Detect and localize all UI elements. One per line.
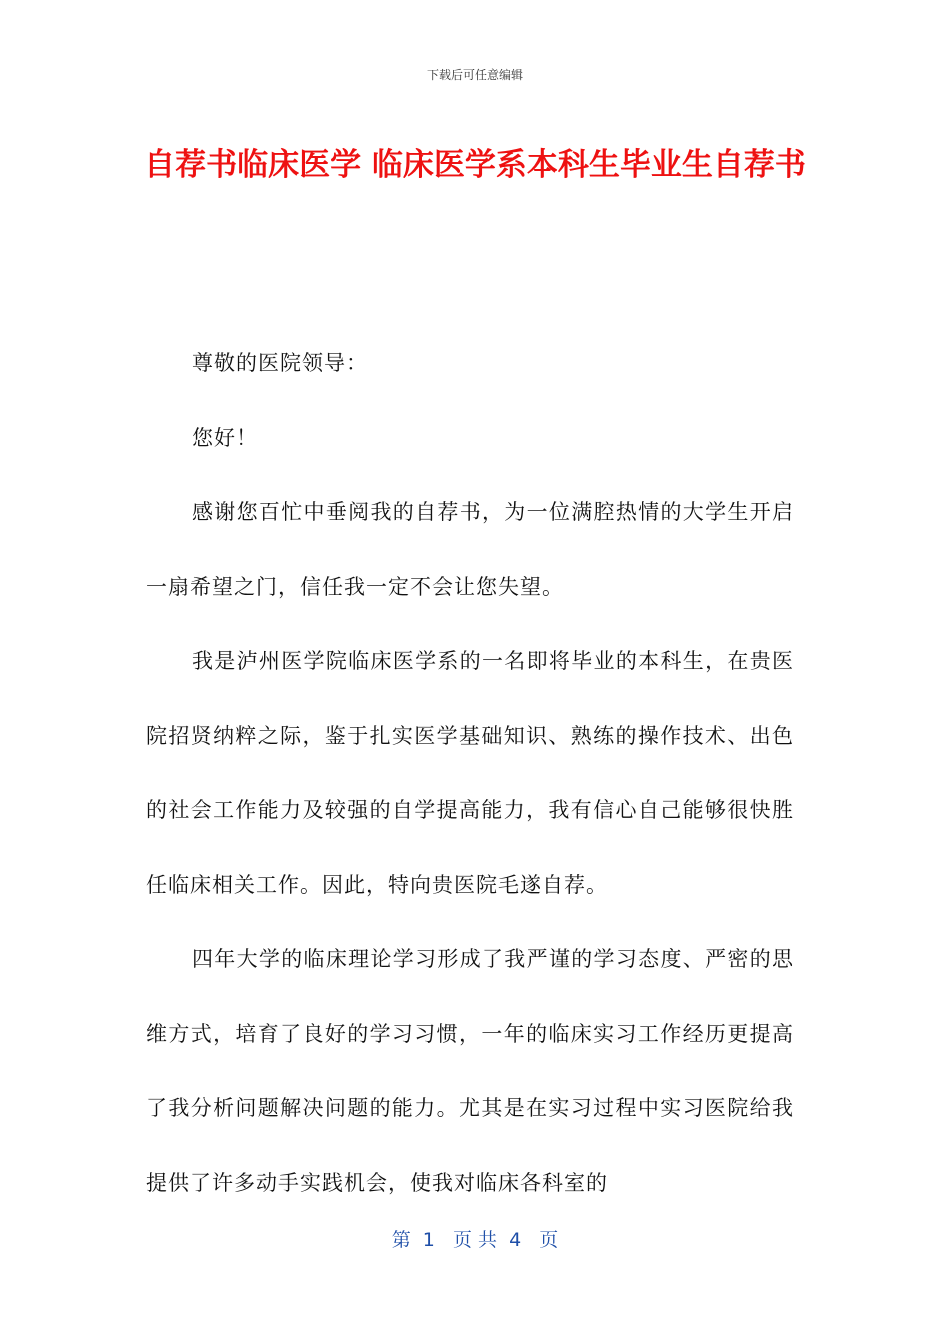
paragraph: 我是泸州医学院临床医学系的一名即将毕业的本科生，在贵医院招贤纳粹之际，鉴于扎实医学基础知识、熟练的操作技术、出色的社会工作能力及较强的自学提高能力，我有信心自己能够很快胜任临床相关工作。因此，特向贵医院毛遂自荐。 xyxy=(146,649,794,897)
salutation: 尊敬的医院领导： xyxy=(192,351,368,375)
document-body xyxy=(146,326,794,1220)
page-number: 第 1 页 共 4 页 xyxy=(391,1229,559,1251)
greeting: 您好！ xyxy=(192,425,258,450)
document-title: 自荐书临床医学 临床医学系本科生毕业生自荐书 xyxy=(144,147,806,183)
header-note: 下载后可任意编辑 xyxy=(426,68,523,82)
paragraph: 感谢您百忙中垂阅我的自荐书，为一位满腔热情的大学生开启一扇希望之门，信任我一定不会让您失望。 xyxy=(146,500,794,599)
paragraph: 四年大学的临床理论学习形成了我严谨的学习态度、严密的思维方式，培育了良好的学习习惯，一年的临床实习工作经历更提高了我分析问题解决问题的能力。尤其是在实习过程中实习医院给我提供了许多动手实践机会，使我对临床各科室的 xyxy=(146,947,794,1195)
